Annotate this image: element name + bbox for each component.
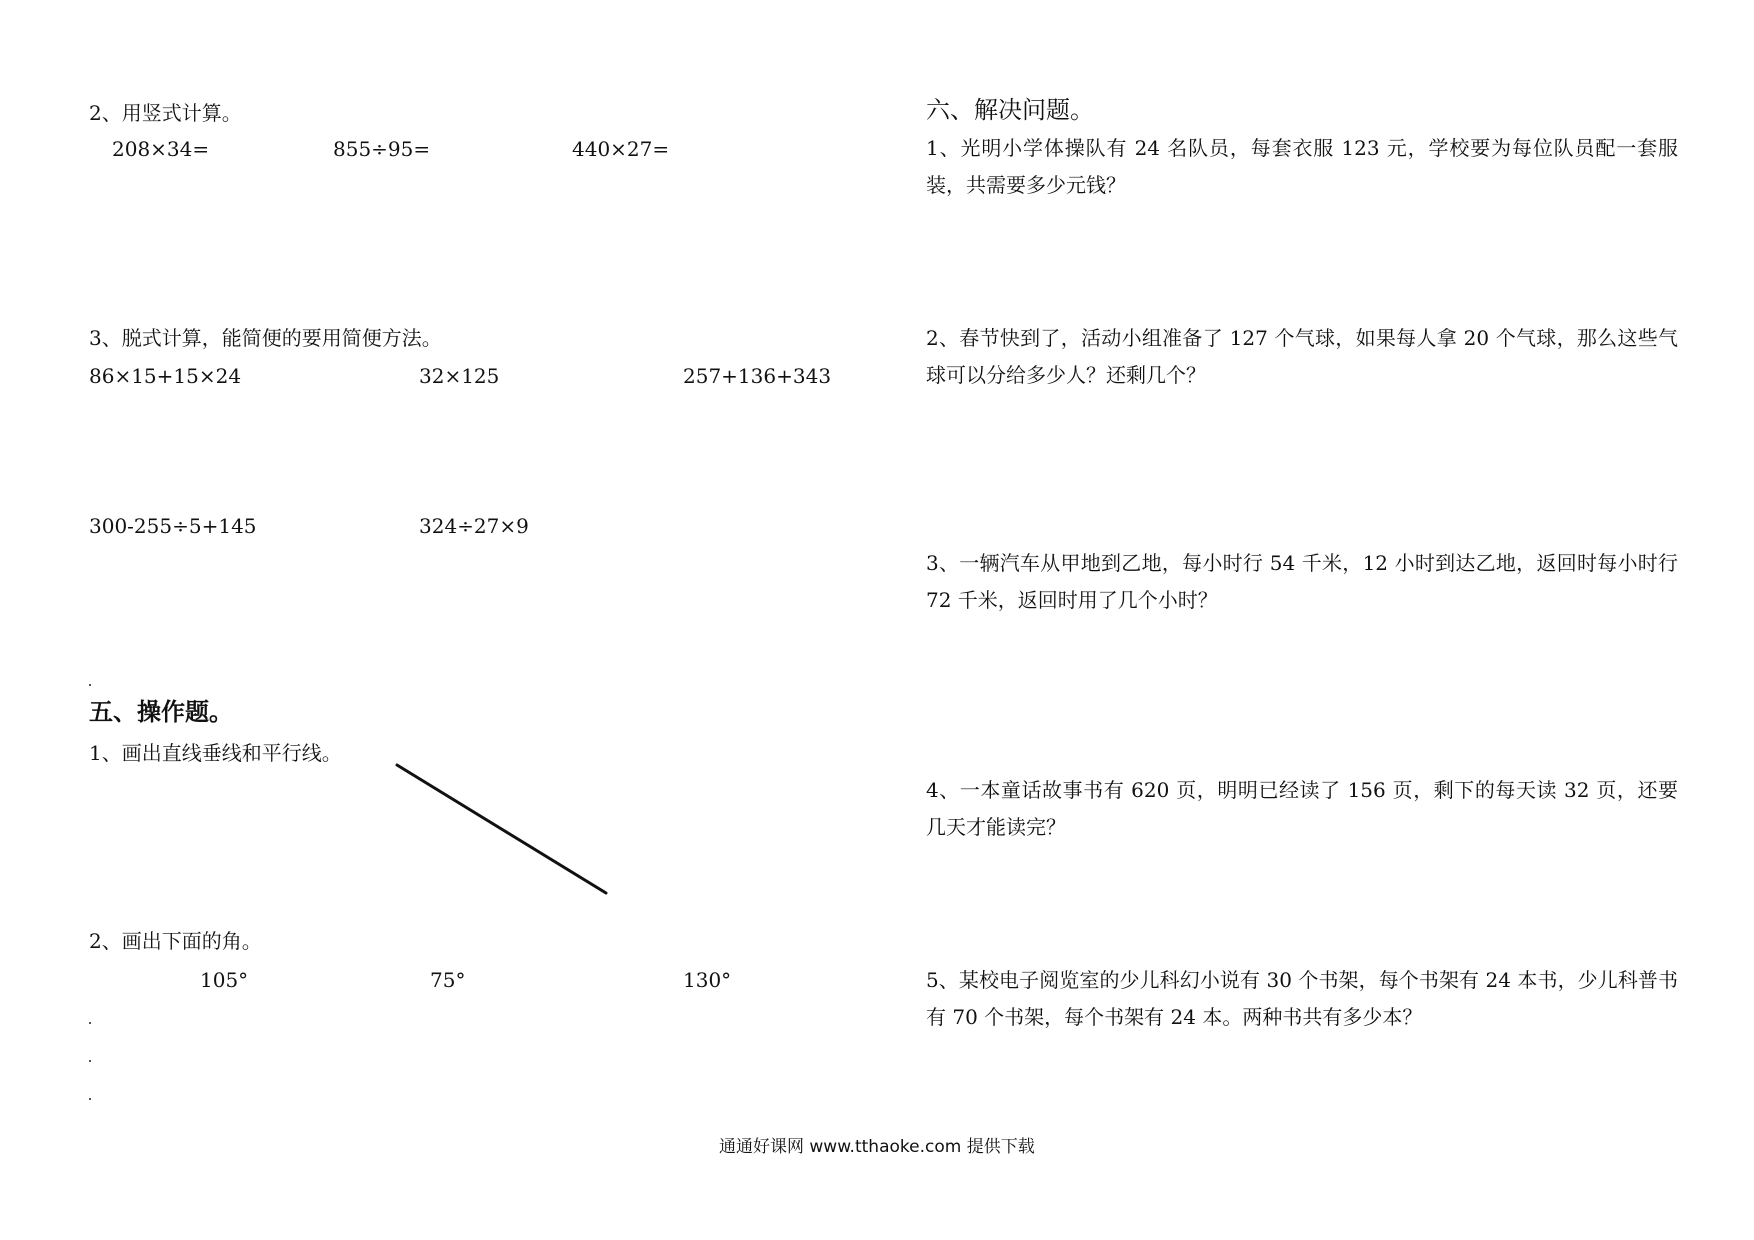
problem-1: 1、光明小学体操队有 24 名队员，每套衣服 123 元，学校要为每位队员配一套服装，共需要多少元钱？ — [926, 136, 1678, 197]
problem-2: 2、春节快到了，活动小组准备了 127 个气球，如果每人拿 20 个气球，那么这些气球可以分给多少人？还剩几个？ — [926, 326, 1678, 387]
section-operations-title: 五、操作题。 — [89, 697, 233, 726]
problem-5: 5、某校电子阅览室的少儿科幻小说有 30 个书架，每个书架有 24 本书，少儿科普书有 70 个书架，每个书架有 24 本。两种书共有多少本？ — [926, 968, 1678, 1029]
vertical-calc-item-2: 855÷95= — [333, 137, 431, 161]
stray-dot — [89, 1060, 91, 1062]
step-calc-r2-2: 324÷27×9 — [419, 514, 529, 538]
stray-dot — [89, 684, 91, 686]
stray-dot — [89, 1022, 91, 1024]
step-calc-heading: 3、脱式计算，能简便的要用简便方法。 — [89, 326, 442, 350]
operation-q2: 2、画出下面的角。 — [89, 929, 262, 953]
step-calc-r1-3: 257+136+343 — [683, 364, 832, 388]
line-segment-figure — [390, 760, 620, 900]
angle-75: 75° — [430, 968, 466, 992]
problem-4: 4、一本童话故事书有 620 页，明明已经读了 156 页，剩下的每天读 32 页，还要几天才能读完？ — [926, 778, 1678, 839]
angle-105: 105° — [200, 968, 249, 992]
step-calc-r2-1: 300-255÷5+145 — [89, 514, 257, 538]
step-calc-r1-2: 32×125 — [419, 364, 500, 388]
operation-q1: 1、画出直线垂线和平行线。 — [89, 741, 342, 765]
angle-130: 130° — [683, 968, 732, 992]
page-footer: 通通好课网 www.tthaoke.com 提供下载 — [719, 1137, 1035, 1157]
straight-line — [397, 765, 606, 893]
section-solve-title: 六、解决问题。 — [926, 96, 1094, 124]
vertical-calc-item-1: 208×34= — [112, 137, 210, 161]
stray-dot — [89, 1098, 91, 1100]
vertical-calc-heading: 2、用竖式计算。 — [89, 101, 242, 125]
step-calc-r1-1: 86×15+15×24 — [89, 364, 242, 388]
problem-3: 3、一辆汽车从甲地到乙地，每小时行 54 千米，12 小时到达乙地，返回时每小时行 72 千米，返回时用了几个小时？ — [926, 551, 1678, 612]
vertical-calc-item-3: 440×27= — [572, 137, 670, 161]
